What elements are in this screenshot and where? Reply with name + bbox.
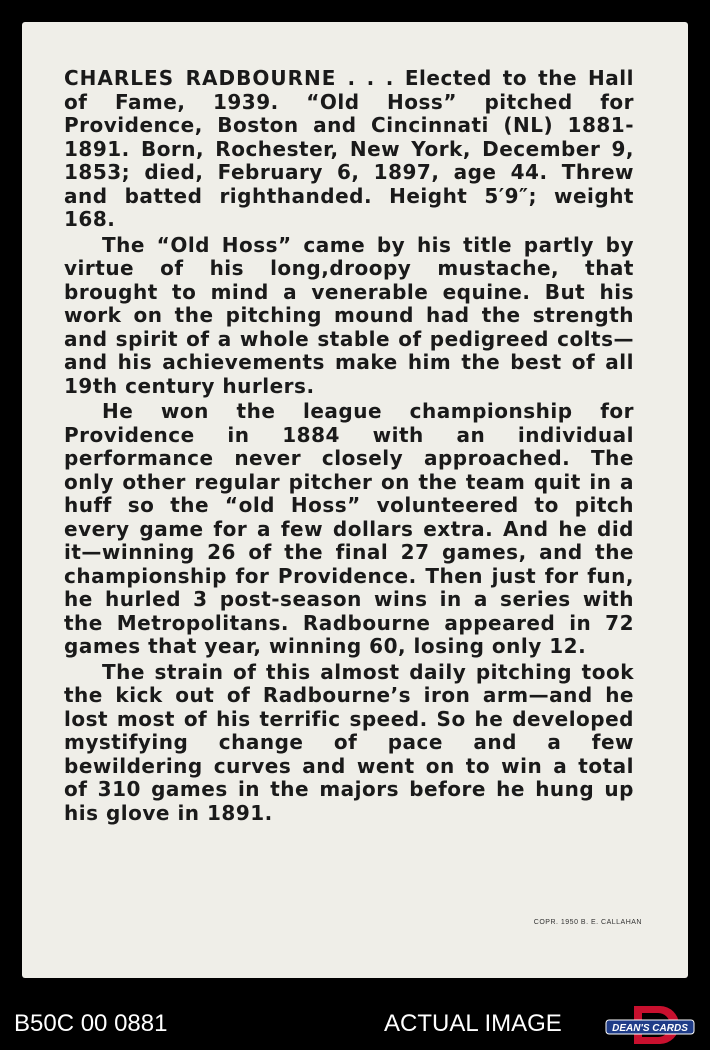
deans-cards-logo <box>604 1004 696 1046</box>
paragraph-later-career: The strain of this almost daily pitching took the kick out of Radbourne’s iron arm—and he lost most of his terrific speed. So he developed mystifying change of pace and a few bewildering curves and went on to win a total of 310 games in the majors before he hung up his glove in 1891. <box>64 659 634 825</box>
paragraph-championship: He won the league championship for Providence in 1884 with an individual performance never closely approached. The only other regular pitcher on the team quit in a huff so the “old Hoss” volunteered to pitch every game for a few dollars extra. And he did it—winning 26 of the final 27 games, and the championship for Providence. Then just for fun, he hurled 3 post-season wins in a series with the Metropolitans. Radbourne appeared in 72 games that year, winning 60, losing only 12. <box>64 399 634 658</box>
card-text <box>64 67 634 827</box>
actual-image-label: ACTUAL IMAGE <box>384 1010 562 1037</box>
svg-text:DEAN'S CARDS: DEAN'S CARDS <box>612 1023 688 1034</box>
card-intro-paragraph <box>64 67 634 232</box>
paragraph-title-origin: The “Old Hoss” came by his title partly by virtue of his long,droopy mustache, that brought to mind a venerable equine. But his work on the pitching mound had the strength and spirit of a whole stable of pedigreed colts—and his achievements make him the best of all 19th century hurlers. <box>64 232 634 398</box>
player-name: CHARLES RADBOURNE <box>64 66 337 90</box>
card-code: B50C 00 0881 <box>14 1010 168 1037</box>
player-intro: . . . Elected to the Hall of Fame, 1939. “Old Hoss” pitched for Providence, Boston and Cincinnati (NL) 1881-1891. Born, Rochester, New York, December 9, 1853; died, February 6, 1897, age 44. Threw and batted righthanded. Height 5′9″; weight 168. <box>64 66 634 231</box>
card-back <box>22 22 688 978</box>
copyright-notice: COPR. 1950 B. E. CALLAHAN <box>533 919 642 926</box>
